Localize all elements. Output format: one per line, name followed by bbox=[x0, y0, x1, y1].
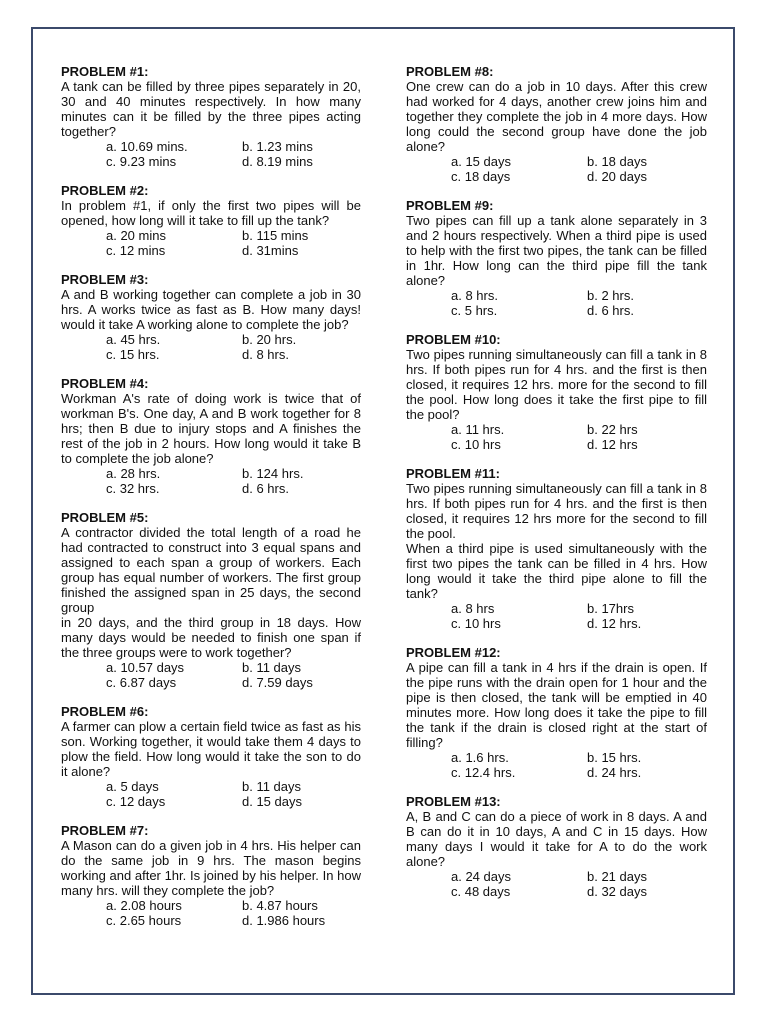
problem-title: PROBLEM #2: bbox=[61, 183, 149, 198]
problem-text: A pipe can fill a tank in 4 hrs if the drain is open. If the pipe runs with the drain open for 1 hour and the pipe is then closed, the tank will be emptied in 40 minutes more. How long does it take the pipe to fill the tank if the drain is closed right at the start of filling? bbox=[406, 660, 707, 750]
answer-choice: a. 10.57 days bbox=[106, 660, 185, 675]
answer-choice: b. 115 mins bbox=[242, 228, 309, 243]
answer-choice: c. 48 days bbox=[451, 884, 511, 899]
answer-choices bbox=[406, 869, 707, 899]
answer-choice: a. 1.6 hrs. bbox=[451, 750, 509, 765]
answer-choice: d. 8.19 mins bbox=[242, 154, 313, 169]
answer-choice: d. 6 hrs. bbox=[242, 481, 289, 496]
problem-title: PROBLEM #8: bbox=[406, 64, 494, 79]
answer-choice: d. 7.59 days bbox=[242, 675, 313, 690]
answer-choice: d. 12 hrs bbox=[587, 437, 638, 452]
answer-choice: c. 12 mins bbox=[106, 243, 166, 258]
problem-text: Two pipes can fill up a tank alone separately in 3 and 2 hours respectively. When a third pipe is used to help with the first two pipes, the tank can be filled in 1hr. How long can the third pipe fill the tank alone? bbox=[406, 213, 707, 288]
answer-choice: d. 8 hrs. bbox=[242, 347, 289, 362]
problem-text: Two pipes running simultaneously can fill a tank in 8 hrs. If both pipes run for 4 hrs. and the first is then closed, it requires 12 hrs. more for the second to fill the pool. How long does it take the first pipe to fill the pool? bbox=[406, 347, 707, 422]
answer-choice: d. 12 hrs. bbox=[587, 616, 642, 631]
problem-block bbox=[61, 376, 361, 496]
answer-choices bbox=[61, 332, 361, 362]
answer-choice: c. 10 hrs bbox=[451, 437, 501, 452]
answer-choices bbox=[61, 466, 361, 496]
problem-text: A and B working together can complete a job in 30 hrs. A works twice as fast as B. How many days! would it take A working alone to complete the job? bbox=[61, 287, 361, 332]
problem-block bbox=[406, 332, 707, 452]
answer-choice: c. 12 days bbox=[106, 794, 166, 809]
problem-title: PROBLEM #11: bbox=[406, 466, 500, 481]
answer-choice: a. 11 hrs. bbox=[451, 422, 505, 437]
problem-title: PROBLEM #5: bbox=[61, 510, 149, 525]
problem-title: PROBLEM #10: bbox=[406, 332, 501, 347]
answer-choice: b. 124 hrs. bbox=[242, 466, 304, 481]
problem-title: PROBLEM #7: bbox=[61, 823, 149, 838]
problem-block bbox=[406, 645, 707, 780]
answer-choice: a. 28 hrs. bbox=[106, 466, 161, 481]
answer-choice: d. 32 days bbox=[587, 884, 647, 899]
problem-text: In problem #1, if only the first two pipes will be opened, how long will it take to fill up the tank? bbox=[61, 198, 361, 228]
answer-choice: b. 21 days bbox=[587, 869, 647, 884]
answer-choice: a. 45 hrs. bbox=[106, 332, 161, 347]
answer-choices bbox=[406, 601, 707, 631]
answer-choice: b. 11 days bbox=[242, 660, 302, 675]
answer-choice: c. 2.65 hours bbox=[106, 913, 182, 928]
answer-choice: d. 24 hrs. bbox=[587, 765, 642, 780]
problem-block bbox=[61, 272, 361, 362]
answer-choice: b. 15 hrs. bbox=[587, 750, 642, 765]
answer-choice: d. 1.986 hours bbox=[242, 913, 326, 928]
problem-title: PROBLEM #12: bbox=[406, 645, 501, 660]
problem-title: PROBLEM #9: bbox=[406, 198, 494, 213]
answer-choice: a. 8 hrs. bbox=[451, 288, 498, 303]
answer-choice: c. 5 hrs. bbox=[451, 303, 498, 318]
problem-block bbox=[406, 198, 707, 318]
answer-choice: a. 15 days bbox=[451, 154, 511, 169]
right-column bbox=[406, 64, 707, 913]
answer-choices bbox=[61, 139, 361, 169]
problem-text: Workman A's rate of doing work is twice that of workman B's. One day, A and B work together for 8 hrs; then B due to injury stops and A finishes the rest of the job in 2 hours. How long would it take B to complete the job alone? bbox=[61, 391, 361, 466]
answer-choice: a. 24 days bbox=[451, 869, 511, 884]
answer-choice: c. 9.23 mins bbox=[106, 154, 177, 169]
answer-choice: c. 12.4 hrs. bbox=[451, 765, 516, 780]
problem-text: A contractor divided the total length of a road he had contracted to construct into 3 equal spans and assigned to each span a group of workers. Each group has equal number of workers. The first group finished the assigned span in 25 days, the second group in 20 days, and the third group in 18 days. How many days would be needed to finish one span if the three groups were to work together? bbox=[61, 525, 361, 660]
answer-choice: b. 4.87 hours bbox=[242, 898, 318, 913]
answer-choice: b. 20 hrs. bbox=[242, 332, 297, 347]
answer-choice: c. 15 hrs. bbox=[106, 347, 160, 362]
answer-choice: d. 20 days bbox=[587, 169, 647, 184]
answer-choice: a. 8 hrs bbox=[451, 601, 495, 616]
answer-choices bbox=[61, 228, 361, 258]
answer-choices bbox=[406, 154, 707, 184]
problem-text: A tank can be filled by three pipes separately in 20, 30 and 40 minutes respectively. In how many minutes can it be filled by the three pipes acting together? bbox=[61, 79, 361, 139]
answer-choice: b. 18 days bbox=[587, 154, 647, 169]
answer-choice: a. 10.69 mins. bbox=[106, 139, 188, 154]
answer-choice: c. 6.87 days bbox=[106, 675, 177, 690]
left-column bbox=[61, 64, 361, 942]
problem-title: PROBLEM #3: bbox=[61, 272, 149, 287]
answer-choice: d. 31mins bbox=[242, 243, 299, 258]
answer-choice: a. 2.08 hours bbox=[106, 898, 182, 913]
problem-title: PROBLEM #13: bbox=[406, 794, 501, 809]
problem-title: PROBLEM #6: bbox=[61, 704, 149, 719]
problem-block bbox=[61, 823, 361, 928]
answer-choices bbox=[406, 750, 707, 780]
answer-choices bbox=[406, 288, 707, 318]
problem-block bbox=[61, 183, 361, 258]
problem-block bbox=[61, 510, 361, 690]
problem-block bbox=[406, 794, 707, 899]
problem-text: A Mason can do a given job in 4 hrs. His helper can do the same job in 9 hrs. The mason begins working and after 1hr. Is joined by his helper. In how many hrs. will they complete the job? bbox=[61, 838, 361, 898]
answer-choice: c. 18 days bbox=[451, 169, 511, 184]
answer-choice: c. 32 hrs. bbox=[106, 481, 160, 496]
answer-choice: a. 20 mins bbox=[106, 228, 166, 243]
problem-block bbox=[406, 466, 707, 631]
problem-title: PROBLEM #4: bbox=[61, 376, 149, 391]
problem-block bbox=[61, 64, 361, 169]
answer-choice: b. 22 hrs bbox=[587, 422, 638, 437]
answer-choice: b. 17hrs bbox=[587, 601, 634, 616]
answer-choices bbox=[61, 898, 361, 928]
problem-text: Two pipes running simultaneously can fill a tank in 8 hrs. If both pipes run for 4 hrs. and the first is then closed, it requires 12 hrs more for the second to fill the pool. When a third pipe is used simultaneously with the first two pipes the tank can be filled in 4 hrs. How long would it take the third pipe alone to fill the tank? bbox=[406, 481, 707, 601]
answer-choice: c. 10 hrs bbox=[451, 616, 501, 631]
problem-block bbox=[61, 704, 361, 809]
answer-choice: a. 5 days bbox=[106, 779, 159, 794]
problem-text: A farmer can plow a certain field twice as fast as his son. Working together, it would take them 4 days to plow the field. How long would it take the son to do it alone? bbox=[61, 719, 361, 779]
answer-choice: b. 2 hrs. bbox=[587, 288, 634, 303]
answer-choice: d. 15 days bbox=[242, 794, 302, 809]
problem-text: One crew can do a job in 10 days. After this crew had worked for 4 days, another crew joins him and together they complete the job in 4 more days. How long could the second group have done the job alone? bbox=[406, 79, 707, 154]
problem-title: PROBLEM #1: bbox=[61, 64, 149, 79]
answer-choice: b. 1.23 mins bbox=[242, 139, 313, 154]
answer-choices bbox=[61, 660, 361, 690]
answer-choices bbox=[61, 779, 361, 809]
answer-choice: d. 6 hrs. bbox=[587, 303, 634, 318]
answer-choices bbox=[406, 422, 707, 452]
problem-text: A, B and C can do a piece of work in 8 days. A and B can do it in 10 days, A and C in 15 days. How many days I would it take for A to do the work alone? bbox=[406, 809, 707, 869]
problem-block bbox=[406, 64, 707, 184]
answer-choice: b. 11 days bbox=[242, 779, 302, 794]
